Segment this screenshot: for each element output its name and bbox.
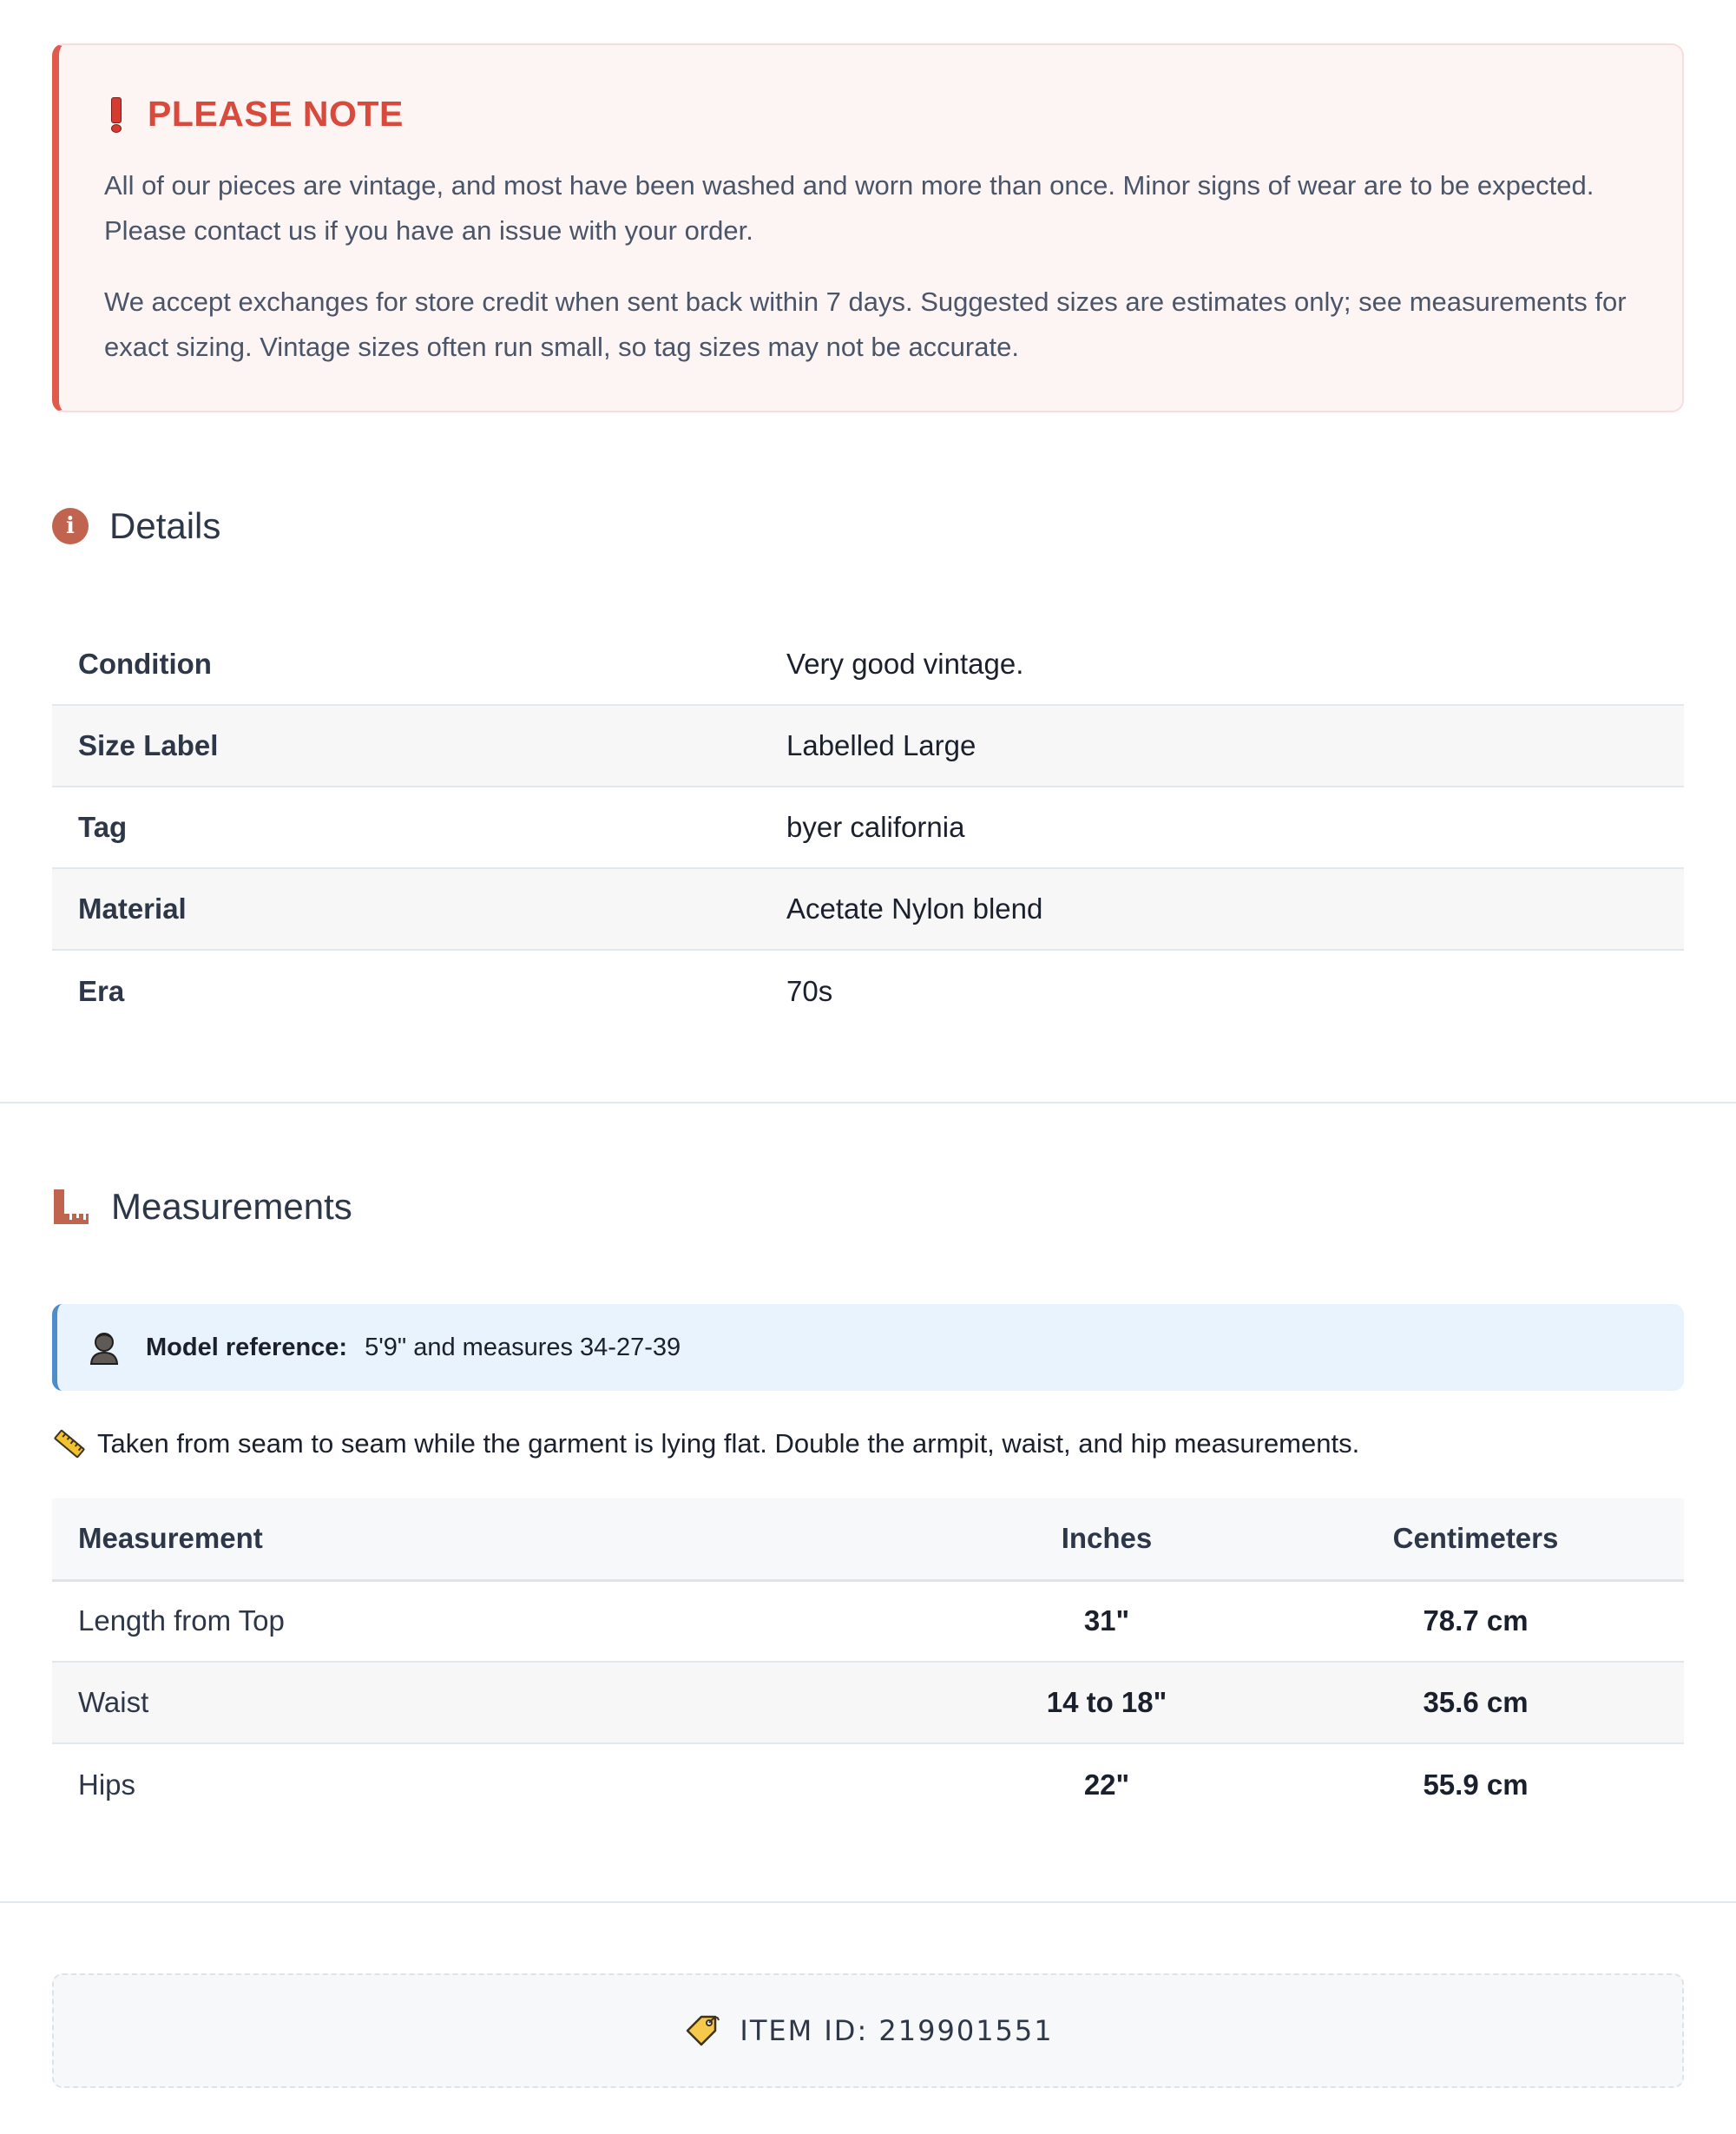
model-reference-value: 5'9" and measures 34-27-39 bbox=[365, 1333, 681, 1361]
model-reference-box bbox=[52, 1304, 1684, 1391]
exclamation-icon bbox=[109, 97, 122, 130]
detail-value: Labelled Large bbox=[786, 705, 1684, 787]
column-header-inches: Inches bbox=[946, 1498, 1267, 1580]
table-row bbox=[52, 787, 1684, 868]
pencil-icon bbox=[52, 1426, 87, 1461]
measurements-table bbox=[52, 1498, 1684, 1825]
info-icon: i bbox=[52, 508, 89, 544]
table-row bbox=[52, 868, 1684, 950]
detail-key: Tag bbox=[52, 787, 786, 868]
measurement-cm: 78.7 cm bbox=[1267, 1580, 1684, 1662]
tag-icon bbox=[682, 2012, 720, 2050]
table-row bbox=[52, 1580, 1684, 1662]
detail-key: Condition bbox=[52, 623, 786, 705]
measurement-cm: 55.9 cm bbox=[1423, 1768, 1529, 1801]
notice-paragraph: All of our pieces are vintage, and most have been washed and worn more than once. Minor signs of wear are to be expected. Please contact us if you have an issue with your order. bbox=[104, 170, 1595, 246]
table-row bbox=[52, 623, 1684, 705]
detail-key: Era bbox=[78, 974, 125, 1007]
details-table bbox=[52, 623, 1684, 1031]
measurements-heading bbox=[52, 1186, 352, 1228]
table-row bbox=[52, 1743, 1684, 1825]
measurement-inches: 31" bbox=[946, 1580, 1267, 1662]
detail-value: Acetate Nylon blend bbox=[786, 868, 1684, 950]
model-reference-label: Model reference: bbox=[146, 1333, 348, 1361]
notice-paragraph: We accept exchanges for store credit when sent back within 7 days. Suggested sizes are estimates only; see measurements for exact sizing. Vintage sizes often run small, so tag sizes may not be accurate. bbox=[104, 287, 1627, 362]
table-row bbox=[52, 1662, 1684, 1743]
notice-title: PLEASE NOTE bbox=[148, 93, 404, 134]
notice-box bbox=[52, 43, 1684, 412]
detail-key: Size Label bbox=[52, 705, 786, 787]
details-heading bbox=[52, 505, 220, 547]
measurement-name: Waist bbox=[52, 1662, 946, 1743]
column-header-measurement: Measurement bbox=[52, 1498, 946, 1580]
measurement-name: Hips bbox=[78, 1768, 136, 1801]
table-row bbox=[52, 950, 1684, 1031]
measurement-cm: 35.6 cm bbox=[1267, 1662, 1684, 1743]
measurements-title: Measurements bbox=[111, 1186, 352, 1227]
measurement-note bbox=[52, 1426, 1359, 1461]
notice-header bbox=[104, 90, 1634, 137]
measurement-inches: 22" bbox=[1083, 1768, 1130, 1801]
measurement-name: Length from Top bbox=[52, 1580, 946, 1662]
section-divider bbox=[0, 1102, 1736, 1103]
ruler-icon bbox=[52, 1188, 90, 1226]
measurement-note-text: Taken from seam to seam while the garment is lying flat. Double the armpit, waist, and hip measurements. bbox=[97, 1428, 1360, 1459]
measurement-inches: 14 to 18" bbox=[946, 1662, 1267, 1743]
item-id-label: ITEM ID: 219901551 bbox=[740, 2014, 1054, 2047]
section-divider bbox=[0, 1901, 1736, 1903]
item-id-box bbox=[52, 1973, 1684, 2088]
details-title: Details bbox=[109, 505, 221, 546]
detail-key: Material bbox=[52, 868, 786, 950]
detail-value: Very good vintage. bbox=[786, 623, 1684, 705]
person-icon bbox=[89, 1330, 120, 1365]
table-row bbox=[52, 705, 1684, 787]
column-header-centimeters: Centimeters bbox=[1267, 1498, 1684, 1580]
detail-value: byer california bbox=[786, 787, 1684, 868]
table-header-row bbox=[52, 1498, 1684, 1580]
detail-value: 70s bbox=[786, 974, 833, 1007]
